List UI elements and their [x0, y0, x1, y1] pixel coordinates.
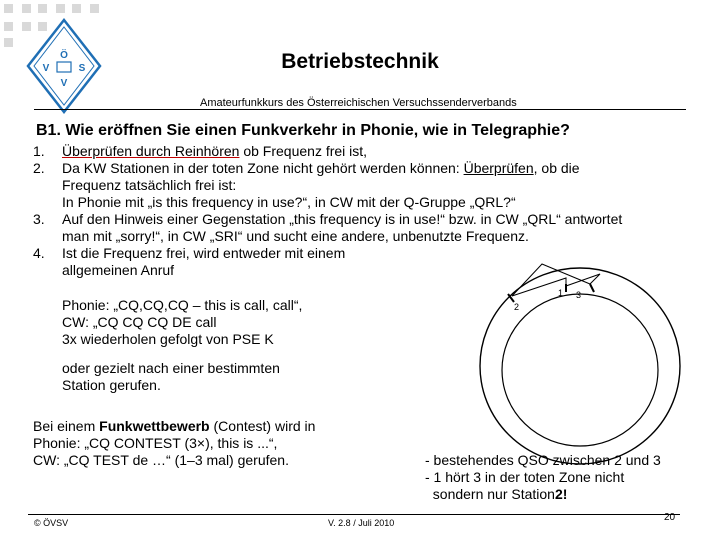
- or-line-1: oder gezielt nach einer bestimmten: [62, 360, 280, 376]
- footer-divider: [28, 514, 680, 515]
- contest-line-3: CW: „CQ TEST de …“ (1–3 mal) gerufen.: [33, 452, 289, 468]
- cw-call: CW: „CQ CQ CQ DE call: [62, 314, 217, 330]
- item-2-line-3: In Phonie mit „is this frequency in use?“, in CW mit der Q-Gruppe „QRL?“: [62, 194, 516, 210]
- logo-letter-v1: V: [42, 63, 50, 74]
- item-3-number: 3.: [33, 211, 45, 227]
- item-4-number: 4.: [33, 245, 45, 261]
- item-1-rest: ob Frequenz frei ist,: [239, 143, 368, 159]
- item-1-link[interactable]: Überprüfen durch Reinhören: [62, 143, 240, 159]
- or-line-2: Station gerufen.: [62, 377, 161, 393]
- page-number: 20: [664, 512, 676, 523]
- contest-line-1a: Bei einem: [33, 418, 100, 434]
- repeat-instruction: 3x wiederholen gefolgt von PSE K: [62, 331, 274, 347]
- logo-letter-v2: V: [60, 78, 68, 89]
- contest-line-2: Phonie: „CQ CONTEST (3×), this is ...“,: [33, 435, 278, 451]
- contest-keyword: Funkwettbewerb: [99, 418, 210, 434]
- note-line-2: - 1 hört 3 in der toten Zone nicht: [425, 469, 625, 485]
- item-3-line-2: man mit „sorry!“, in CW „SRI“ und sucht eine andere, unbenutzte Frequenz.: [62, 228, 529, 244]
- logo-letter-o: Ö: [60, 50, 68, 61]
- station-3-label: 3: [576, 290, 582, 300]
- note-line-1: - bestehendes QSO zwischen 2 und 3: [425, 452, 661, 468]
- note-line-3: [425, 486, 567, 503]
- item-2-link[interactable]: Überprüfen: [463, 160, 534, 176]
- contest-line-1c: (Contest) wird in: [209, 418, 316, 434]
- note-line-3-text: sondern nur Station: [425, 486, 555, 502]
- item-2-line-1b: , ob die: [533, 160, 580, 176]
- item-2-line-1: [62, 160, 580, 177]
- item-2-line-1a: Da KW Stationen in der toten Zone nicht gehört werden können:: [62, 160, 464, 176]
- item-2-line-2: Frequenz tatsächlich frei ist:: [62, 177, 237, 193]
- header-divider: [34, 109, 686, 110]
- footer-copyright: © ÖVSV: [34, 518, 69, 528]
- contest-line-1: [33, 418, 315, 435]
- station-2-label: 2: [514, 302, 520, 312]
- logo-letter-s: S: [78, 63, 86, 74]
- note-line-3-bold: 2!: [554, 486, 568, 502]
- page-subtitle: Amateurfunkkurs des Österreichischen Versuchssenderverbands: [200, 97, 517, 109]
- item-1-number: 1.: [33, 143, 45, 159]
- item-2-number: 2.: [33, 160, 45, 176]
- item-3-line-1: Auf den Hinweis einer Gegenstation „this frequency is in use!“ bzw. in CW „QRL“ antwortet: [62, 211, 623, 227]
- item-1-text: [62, 143, 367, 160]
- item-4-line-1: Ist die Frequenz frei, wird entweder mit einem: [62, 245, 346, 261]
- item-4-line-2: allgemeinen Anruf: [62, 262, 175, 278]
- antenna-station-3: [590, 284, 594, 292]
- station-1-label: 1: [558, 288, 564, 298]
- question-heading: B1. Wie eröffnen Sie einen Funkverkehr in Phonie, wie in Telegraphie?: [36, 122, 570, 139]
- page-title: Betriebstechnik: [281, 50, 439, 73]
- propagation-diagram: [470, 258, 720, 468]
- earth-inner-circle: [502, 294, 658, 446]
- footer-version: V. 2.8 / Juli 2010: [328, 518, 395, 528]
- phonie-call: Phonie: „CQ,CQ,CQ – this is call, call“,: [62, 297, 303, 313]
